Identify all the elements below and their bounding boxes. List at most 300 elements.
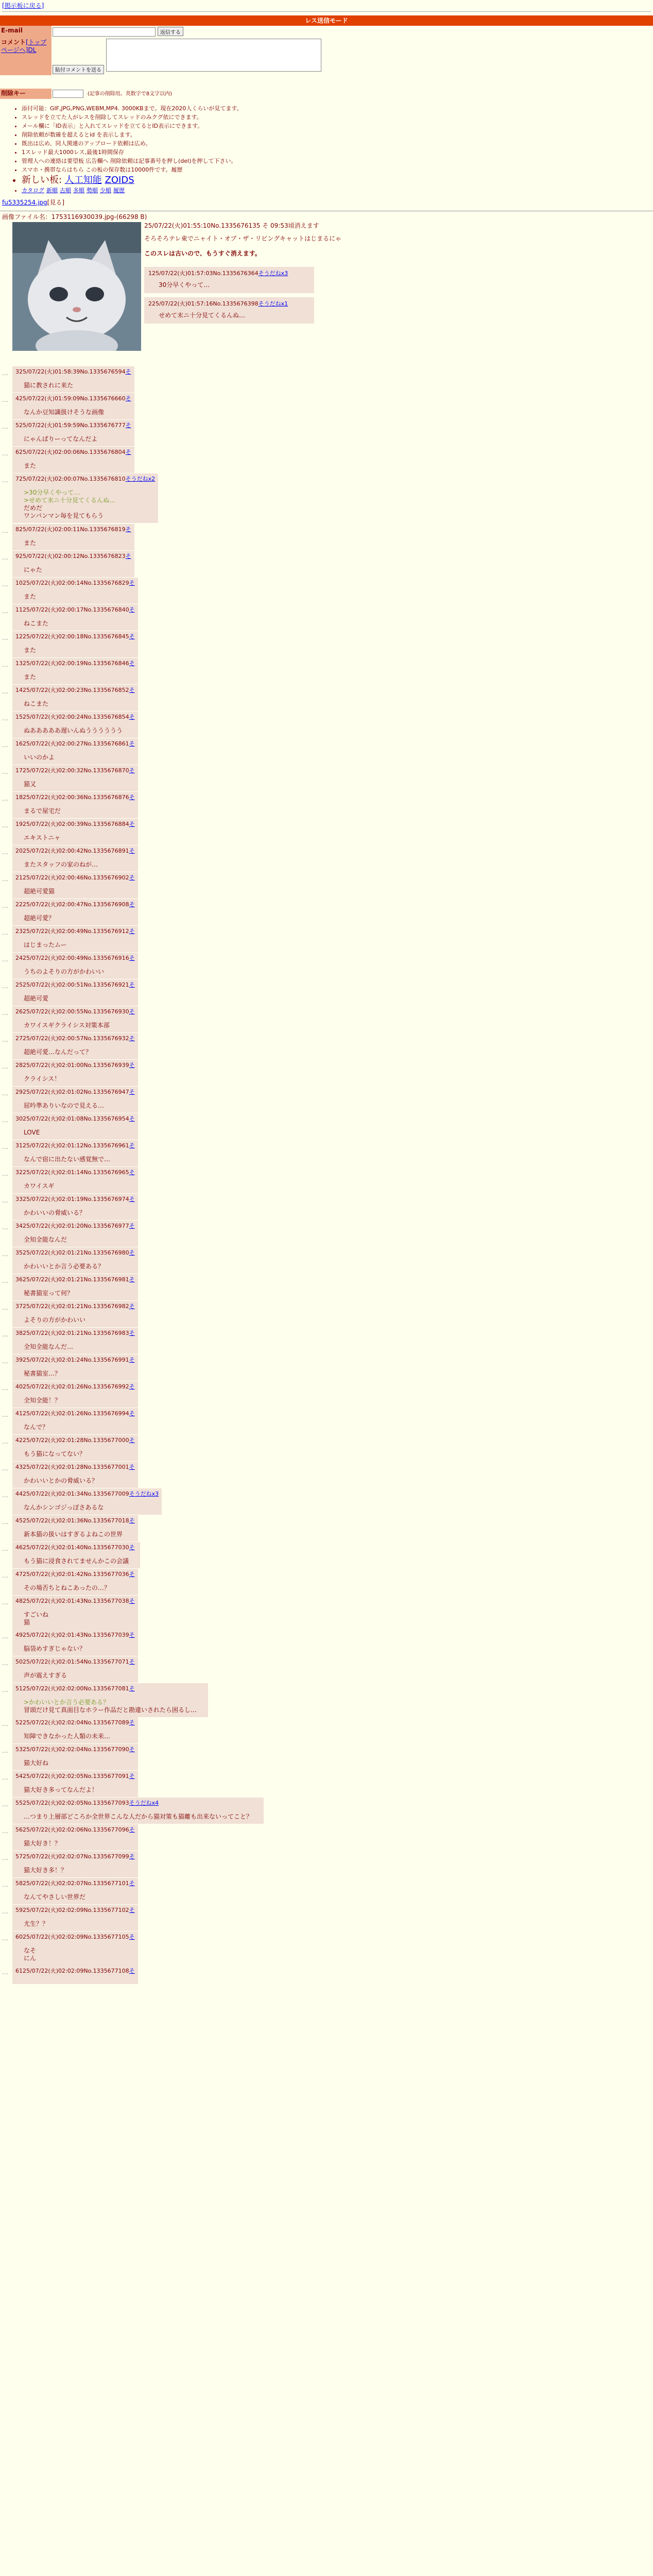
new-board-link-zoids[interactable]: ZOIDS bbox=[105, 174, 134, 185]
agree-button[interactable]: そ bbox=[129, 1303, 135, 1310]
reply-box bbox=[12, 604, 138, 631]
reply-header: 25/07/22(火)02:00:49No.1335676912 bbox=[23, 928, 129, 935]
reply-text: 冒頭だけ見て真面目なホラー作品だと勘違いされたら困るし… bbox=[24, 1706, 197, 1714]
reply-number: 9 bbox=[15, 553, 19, 560]
agree-button[interactable]: そ bbox=[129, 687, 135, 694]
reply-box bbox=[12, 366, 134, 393]
reply-number: 52 bbox=[15, 1719, 23, 1726]
agree-button[interactable]: そ bbox=[129, 1437, 135, 1444]
agree-button[interactable]: そ bbox=[129, 1062, 135, 1069]
agree-button[interactable]: そ bbox=[129, 1410, 135, 1417]
reply-indent-marker: … bbox=[2, 1801, 8, 1808]
reply-text-block bbox=[15, 1283, 135, 1298]
reply-number: 16 bbox=[15, 740, 23, 748]
reply-number: 13 bbox=[15, 660, 23, 667]
reply-mode-bar: レス送信モード bbox=[0, 15, 653, 26]
agree-button[interactable]: そ bbox=[129, 1115, 135, 1123]
reply-indent-marker: … bbox=[2, 1969, 8, 1976]
reply-text-block bbox=[15, 1692, 205, 1715]
reply-indent-marker: … bbox=[2, 822, 8, 829]
reply-post bbox=[2, 1301, 651, 1328]
reply-number: 44 bbox=[15, 1490, 23, 1498]
reply-text-block bbox=[15, 1417, 135, 1432]
agree-button[interactable]: そ bbox=[129, 794, 135, 801]
reply-number: 57 bbox=[15, 1853, 23, 1860]
reply-box bbox=[12, 1113, 138, 1140]
reply-indent-marker: … bbox=[2, 527, 8, 535]
reply-text: カワイスギクライシス対策本部 bbox=[24, 1022, 110, 1029]
agree-button[interactable]: そ bbox=[129, 740, 135, 748]
op-text bbox=[144, 235, 505, 258]
reply-number: 53 bbox=[15, 1746, 23, 1753]
reply-text-block bbox=[15, 1666, 135, 1681]
reply-post bbox=[2, 1683, 651, 1717]
agree-button[interactable]: そ bbox=[129, 848, 135, 855]
reply-post bbox=[2, 1247, 651, 1274]
reply-text: エキストニャ bbox=[24, 834, 61, 842]
reply-text-block bbox=[15, 1444, 135, 1459]
reply-number: 19 bbox=[15, 821, 23, 828]
agree-button[interactable]: そ bbox=[129, 1008, 135, 1015]
catalog-link[interactable]: カタログ bbox=[22, 187, 44, 194]
reply-text: よそりの方がかわいい bbox=[24, 1316, 86, 1324]
uploaded-file-line: fu5335254.jpg[見る] bbox=[2, 199, 65, 207]
agree-button[interactable]: そ bbox=[129, 874, 135, 882]
agree-button[interactable]: そうだねx2 bbox=[125, 476, 156, 483]
reply-post bbox=[2, 765, 651, 792]
reply-post bbox=[2, 393, 651, 420]
reply-indent-marker: … bbox=[2, 1143, 8, 1151]
agree-button[interactable]: そ bbox=[125, 368, 131, 376]
reply-post bbox=[2, 926, 651, 953]
reply-number: 35 bbox=[15, 1249, 23, 1257]
reply-box bbox=[12, 1462, 138, 1488]
reply-text-block bbox=[15, 1887, 135, 1902]
paste-comment-button[interactable]: 貼付コメントを送る bbox=[53, 65, 104, 74]
reply-text-block bbox=[15, 560, 131, 575]
reply-header: 25/07/22(火)02:01:34No.1335677009 bbox=[23, 1490, 129, 1498]
agree-button[interactable]: そ bbox=[125, 553, 131, 560]
reply-number: 14 bbox=[15, 687, 23, 694]
agree-button[interactable]: そ bbox=[129, 1719, 135, 1726]
reply-box bbox=[12, 1542, 140, 1568]
reply-text-block bbox=[15, 1310, 135, 1325]
reply-header: 25/07/22(火)02:01:08No.1335676954 bbox=[23, 1115, 129, 1123]
reply-text: まるで屋宅だ bbox=[24, 807, 61, 815]
reply-header: 25/07/22(火)02:00:14No.1335676829 bbox=[23, 580, 129, 587]
agree-button[interactable]: そ bbox=[129, 714, 135, 721]
reply-indent-marker: … bbox=[2, 1774, 8, 1782]
reply-post bbox=[2, 1905, 651, 1931]
reply-header: 25/07/22(火)02:00:32No.1335676870 bbox=[23, 767, 129, 774]
agree-button[interactable]: そ bbox=[129, 928, 135, 935]
reply-box bbox=[12, 819, 138, 845]
reply-box bbox=[12, 447, 134, 473]
reply-header: 25/07/22(火)02:01:26No.1335676992 bbox=[23, 1383, 129, 1391]
reply-header: 25/07/22(火)02:01:21No.1335676983 bbox=[23, 1330, 129, 1337]
reply-header: 25/07/22(火)02:02:09No.1335677108 bbox=[23, 1968, 129, 1975]
agree-button[interactable]: そ bbox=[129, 955, 135, 962]
reply-box bbox=[12, 420, 134, 446]
reply-text-block bbox=[15, 667, 135, 682]
agree-button[interactable]: そうだねx3 bbox=[258, 270, 288, 277]
agree-button[interactable]: そ bbox=[129, 1746, 135, 1753]
reply-indent-marker: … bbox=[2, 929, 8, 937]
sort-old-link[interactable]: 古順 bbox=[60, 187, 71, 194]
reply-box bbox=[12, 1744, 138, 1770]
reply-box bbox=[12, 1931, 138, 1965]
reply-text-block bbox=[15, 1551, 137, 1566]
reply-header: 25/07/22(火)02:01:21No.1335676982 bbox=[23, 1303, 129, 1310]
agree-button[interactable]: そ bbox=[129, 1383, 135, 1391]
agree-button[interactable]: そ bbox=[129, 1035, 135, 1042]
reply-number: 23 bbox=[15, 928, 23, 935]
reply-indent-marker: … bbox=[2, 1572, 8, 1580]
reply-post bbox=[2, 631, 651, 658]
reply-number: 11 bbox=[15, 606, 23, 614]
sort-few-link[interactable]: 少順 bbox=[100, 187, 111, 194]
reply-header: 25/07/22(火)02:00:51No.1335676921 bbox=[23, 981, 129, 989]
agree-button[interactable]: そ bbox=[129, 1907, 135, 1914]
reply-indent-marker: … bbox=[2, 477, 8, 484]
reply-post bbox=[2, 1798, 651, 1824]
reply-indent-marker: … bbox=[2, 607, 8, 615]
agree-button[interactable]: そ bbox=[125, 449, 131, 456]
agree-button[interactable]: そ bbox=[129, 1598, 135, 1605]
agree-button[interactable]: そ bbox=[129, 1196, 135, 1203]
agree-button[interactable]: そ bbox=[129, 633, 135, 640]
reply-number: 29 bbox=[15, 1089, 23, 1096]
reply-text-block bbox=[15, 1176, 135, 1191]
reply-box bbox=[12, 1656, 138, 1683]
reply-indent-marker: … bbox=[2, 1197, 8, 1205]
reply-text-block bbox=[15, 1834, 135, 1849]
reply-post bbox=[2, 1771, 651, 1798]
reply-header: 25/07/22(火)02:01:21No.1335676980 bbox=[23, 1249, 129, 1257]
reply-number: 21 bbox=[15, 874, 23, 882]
reply-indent-marker: … bbox=[2, 1747, 8, 1755]
password-note: (記事の削除用。英数字で8文字以内) bbox=[87, 91, 172, 97]
reply-indent-marker: … bbox=[2, 1599, 8, 1606]
reply-list bbox=[2, 366, 651, 1992]
reply-number: 41 bbox=[15, 1410, 23, 1417]
reply-post bbox=[2, 1328, 651, 1354]
reply-number: 58 bbox=[15, 1880, 23, 1887]
reply-text-block bbox=[15, 1042, 135, 1057]
quote-text: >30分早くやって… >せめて末ニ十分見てくるんぬ… bbox=[24, 489, 116, 504]
reply-number: 43 bbox=[15, 1464, 23, 1471]
new-board-link-ai[interactable]: 人工知能 bbox=[64, 174, 102, 185]
op-nested-reply bbox=[144, 265, 505, 295]
reply-number: 38 bbox=[15, 1330, 23, 1337]
reply-post bbox=[2, 792, 651, 819]
reply-indent-marker: … bbox=[2, 1720, 8, 1728]
reply-header: 25/07/22(火)02:01:02No.1335676947 bbox=[23, 1089, 129, 1096]
reply-text-block bbox=[15, 1203, 135, 1218]
reply-number: 48 bbox=[15, 1598, 23, 1605]
reply-number: 30 bbox=[15, 1115, 23, 1123]
reply-header: 25/07/22(火)02:02:07No.1335677099 bbox=[23, 1853, 129, 1860]
back-to-board-link[interactable]: [掲示板に戻る] bbox=[2, 2, 44, 9]
reply-box bbox=[12, 1878, 138, 1904]
rule-item: • スマホ・携帯ならはちら この板の保存数は10000件です。履歴 bbox=[22, 165, 653, 174]
agree-button[interactable]: そ bbox=[129, 1223, 135, 1230]
reply-number: 33 bbox=[15, 1196, 23, 1203]
reply-header: 125/07/22(火)01:57:03No.1335676364 bbox=[148, 270, 259, 277]
agree-button[interactable]: そ bbox=[129, 1685, 135, 1692]
agree-button[interactable]: そ bbox=[129, 1773, 135, 1780]
comment-textarea[interactable] bbox=[106, 39, 321, 72]
agree-button[interactable]: そ bbox=[125, 395, 131, 402]
reply-text: 超絶可愛猫 bbox=[24, 888, 55, 895]
reply-box bbox=[12, 1140, 138, 1166]
reply-box bbox=[12, 631, 138, 657]
reply-post bbox=[2, 366, 651, 393]
reply-box bbox=[12, 1717, 138, 1743]
agree-button[interactable]: そ bbox=[129, 606, 135, 614]
email-field[interactable] bbox=[53, 27, 156, 37]
reply-indent-marker: … bbox=[2, 1545, 8, 1553]
delete-key-field[interactable] bbox=[53, 90, 83, 98]
reply-indent-marker: … bbox=[2, 902, 8, 910]
reply-box bbox=[12, 1905, 138, 1931]
agree-button[interactable]: そ bbox=[129, 660, 135, 667]
reply-post bbox=[2, 1140, 651, 1167]
reply-indent-marker: … bbox=[2, 1465, 8, 1472]
agree-button[interactable]: そ bbox=[129, 1464, 135, 1471]
reply-header: 25/07/22(火)02:02:07No.1335677101 bbox=[23, 1880, 129, 1887]
reply-header: 25/07/22(火)02:00:12No.1335676823 bbox=[19, 553, 126, 560]
reply-header: 25/07/22(火)02:01:21No.1335676981 bbox=[23, 1276, 129, 1283]
reply-header: 25/07/22(火)02:00:39No.1335676884 bbox=[23, 821, 129, 828]
reply-number: 7 bbox=[15, 476, 19, 483]
reply-header: 25/07/22(火)02:00:24No.1335676854 bbox=[23, 714, 129, 721]
reply-post bbox=[2, 738, 651, 765]
op-thumbnail-image[interactable] bbox=[12, 222, 141, 351]
reply-text-block bbox=[15, 614, 135, 629]
reply-text-block bbox=[15, 533, 131, 548]
op-file-info: 画像ファイル名：1753116930039.jpg-(66298 B) bbox=[2, 213, 147, 221]
reply-header: 25/07/22(火)02:01:00No.1335676939 bbox=[23, 1062, 129, 1069]
submit-reply-button[interactable]: 返信する bbox=[158, 27, 183, 36]
reply-number: 15 bbox=[15, 714, 23, 721]
reply-text: 全知全能なんだ… bbox=[24, 1343, 74, 1351]
agree-button[interactable]: そ bbox=[129, 981, 135, 989]
reply-number: 60 bbox=[15, 1934, 23, 1941]
reply-text-block bbox=[15, 1069, 135, 1084]
reply-text: かわいいとかの脅威いる？ bbox=[24, 1477, 98, 1485]
reply-box bbox=[12, 738, 138, 765]
agree-button[interactable]: そ bbox=[129, 580, 135, 587]
reply-box bbox=[12, 1596, 138, 1630]
reply-indent-marker: … bbox=[2, 688, 8, 696]
reply-indent-marker: … bbox=[2, 1170, 8, 1178]
reply-indent-marker: … bbox=[2, 795, 8, 803]
reply-box bbox=[12, 658, 138, 684]
sort-momentum-link[interactable]: 勢順 bbox=[87, 187, 98, 194]
reply-text: なそ にん bbox=[24, 1947, 37, 1962]
reply-post bbox=[2, 1656, 651, 1683]
reply-number: 56 bbox=[15, 1826, 23, 1834]
reply-text: 全知全能！？ bbox=[24, 1397, 61, 1404]
reply-text: 声が震えすぎる bbox=[24, 1672, 67, 1680]
agree-button[interactable]: そ bbox=[129, 1632, 135, 1639]
agree-button[interactable]: そうだねx4 bbox=[129, 1800, 159, 1807]
reply-number: 20 bbox=[15, 848, 23, 855]
reply-box bbox=[12, 685, 138, 711]
reply-post bbox=[2, 1006, 651, 1033]
reply-number: 22 bbox=[15, 901, 23, 908]
reply-header: 25/07/22(火)02:01:26No.1335676994 bbox=[23, 1410, 129, 1417]
reply-text: 秘書猫室…？ bbox=[24, 1370, 61, 1378]
reply-box bbox=[12, 979, 138, 1006]
reply-number: 37 bbox=[15, 1303, 23, 1310]
reply-post bbox=[2, 1060, 651, 1087]
reply-text-block bbox=[15, 1860, 135, 1875]
reply-post bbox=[2, 1194, 651, 1221]
reply-text-block bbox=[15, 402, 131, 417]
reply-post bbox=[2, 473, 651, 524]
reply-text-block bbox=[15, 429, 131, 444]
reply-text: また bbox=[24, 647, 37, 654]
reply-text-block bbox=[15, 1726, 135, 1741]
reply-post bbox=[2, 658, 651, 685]
board-rules bbox=[14, 104, 653, 195]
reply-text: にゃんぱりーってなんだよ bbox=[24, 435, 98, 443]
agree-button[interactable]: そ bbox=[129, 1330, 135, 1337]
reply-indent-marker: … bbox=[2, 1331, 8, 1338]
reply-number: 27 bbox=[15, 1035, 23, 1042]
reply-indent-marker: … bbox=[2, 1881, 8, 1889]
agree-button[interactable]: そ bbox=[129, 1658, 135, 1666]
reply-box bbox=[12, 1033, 138, 1059]
reply-text: うちのよそりの方がかわいい bbox=[24, 968, 105, 976]
agree-button[interactable]: そうだねx1 bbox=[258, 300, 288, 308]
reply-post bbox=[2, 1851, 651, 1878]
reply-text: またスタッフの家のねが… bbox=[24, 861, 98, 869]
reply-text: だめだ ワンパンマン毎を見てもらう bbox=[24, 504, 104, 520]
toppage-link[interactable]: [トップページへ] bbox=[1, 39, 47, 54]
reply-box bbox=[12, 1488, 162, 1515]
reply-box bbox=[12, 1630, 138, 1656]
agree-button[interactable]: そ bbox=[129, 1169, 135, 1176]
reply-indent-marker: … bbox=[2, 1090, 8, 1097]
reply-number: 46 bbox=[15, 1544, 23, 1551]
rule-item: • 添付可能：GIF,JPG,PNG,WEBM,MP4. 3000KBまで。現在2020人くらいが見てます。 bbox=[22, 104, 653, 113]
agree-button[interactable]: そ bbox=[129, 1934, 135, 1941]
reply-box bbox=[12, 1194, 138, 1220]
agree-button[interactable]: そ bbox=[129, 1880, 135, 1887]
uploaded-file-link[interactable]: fu5335254.jpg bbox=[2, 199, 47, 207]
agree-button[interactable]: そ bbox=[129, 1968, 135, 1975]
reply-post bbox=[2, 1515, 651, 1542]
reply-header: 25/07/22(火)01:59:09No.1335676660 bbox=[19, 395, 126, 402]
reply-post bbox=[2, 1542, 651, 1569]
agree-button[interactable]: そ bbox=[129, 1089, 135, 1096]
reply-number: 42 bbox=[15, 1437, 23, 1444]
agree-button[interactable]: そ bbox=[129, 1571, 135, 1578]
agree-button[interactable]: そ bbox=[125, 526, 131, 533]
reply-text-block bbox=[15, 1149, 135, 1164]
reply-text-block bbox=[15, 935, 135, 950]
reply-post bbox=[2, 524, 651, 551]
sort-many-link[interactable]: 多順 bbox=[73, 187, 84, 194]
reply-header: 25/07/22(火)02:02:04No.1335677089 bbox=[23, 1719, 129, 1726]
agree-button[interactable]: そ bbox=[129, 1142, 135, 1149]
reply-number: 28 bbox=[15, 1062, 23, 1069]
agree-button[interactable]: そ bbox=[129, 767, 135, 774]
agree-button[interactable]: そ bbox=[129, 1517, 135, 1524]
reply-text-block bbox=[15, 640, 135, 655]
reply-number: 6 bbox=[15, 449, 19, 456]
reply-indent-marker: … bbox=[2, 1827, 8, 1835]
reply-indent-marker: … bbox=[2, 982, 8, 990]
reply-text-block bbox=[15, 1578, 135, 1593]
reply-header: 25/07/22(火)02:01:40No.1335677030 bbox=[23, 1544, 129, 1551]
reply-number: 59 bbox=[15, 1907, 23, 1914]
reply-number: 24 bbox=[15, 955, 23, 962]
reply-text-block bbox=[15, 1364, 135, 1379]
reply-post bbox=[2, 1824, 651, 1851]
reply-indent-marker: … bbox=[2, 1908, 8, 1916]
reply-box bbox=[12, 926, 138, 952]
reply-text: 超絶可愛…なんだって？ bbox=[24, 1048, 92, 1056]
agree-button[interactable]: そ bbox=[129, 901, 135, 908]
reply-post bbox=[2, 845, 651, 872]
reply-text: いいのかよ bbox=[24, 754, 55, 761]
agree-button[interactable]: そ bbox=[125, 422, 131, 429]
agree-button[interactable]: そ bbox=[129, 1249, 135, 1257]
history-link[interactable]: 履歴 bbox=[113, 187, 125, 194]
reply-text-block bbox=[15, 1780, 135, 1795]
post-form bbox=[0, 26, 402, 99]
reply-text-block bbox=[15, 587, 135, 602]
agree-button[interactable]: そ bbox=[129, 1826, 135, 1834]
reply-text-block bbox=[15, 962, 135, 977]
op-body bbox=[144, 222, 505, 326]
reply-indent-marker: … bbox=[2, 1116, 8, 1124]
reply-text: LOVE bbox=[24, 1129, 40, 1137]
reply-box bbox=[12, 1006, 138, 1032]
reply-number: 8 bbox=[15, 526, 19, 533]
agree-button[interactable]: そ bbox=[129, 1544, 135, 1551]
agree-button[interactable]: そ bbox=[129, 1276, 135, 1283]
reply-post bbox=[2, 1354, 651, 1381]
rule-item: • メール欄に「ID表示」と入れてスレッドを立てるとID表示にできます。 bbox=[22, 122, 653, 130]
reply-text-block bbox=[15, 748, 135, 762]
reply-number: 54 bbox=[15, 1773, 23, 1780]
reply-text: にゃた bbox=[24, 566, 42, 574]
reply-box bbox=[12, 551, 134, 577]
reply-header: 25/07/22(火)02:00:49No.1335676916 bbox=[23, 955, 129, 962]
reply-number: 51 bbox=[15, 1685, 23, 1692]
reply-indent-marker: … bbox=[2, 1411, 8, 1419]
reply-text-block bbox=[15, 1605, 135, 1628]
reply-text: 猫大好き多ってなんだよ！ bbox=[24, 1786, 98, 1794]
agree-button[interactable]: そ bbox=[129, 821, 135, 828]
sort-new-link[interactable]: 新順 bbox=[46, 187, 58, 194]
agree-button[interactable]: そうだねx3 bbox=[129, 1490, 159, 1498]
reply-number: 31 bbox=[15, 1142, 23, 1149]
reply-number: 12 bbox=[15, 633, 23, 640]
agree-button[interactable]: そ bbox=[129, 1357, 135, 1364]
reply-box bbox=[12, 845, 138, 872]
agree-button[interactable]: そ bbox=[129, 1853, 135, 1860]
catalog-navigation bbox=[22, 186, 653, 195]
reply-indent-marker: … bbox=[2, 581, 8, 588]
dl-link[interactable]: DL bbox=[28, 46, 37, 54]
reply-text: せめて末ニ十分見てくるんぬ… bbox=[159, 311, 246, 319]
